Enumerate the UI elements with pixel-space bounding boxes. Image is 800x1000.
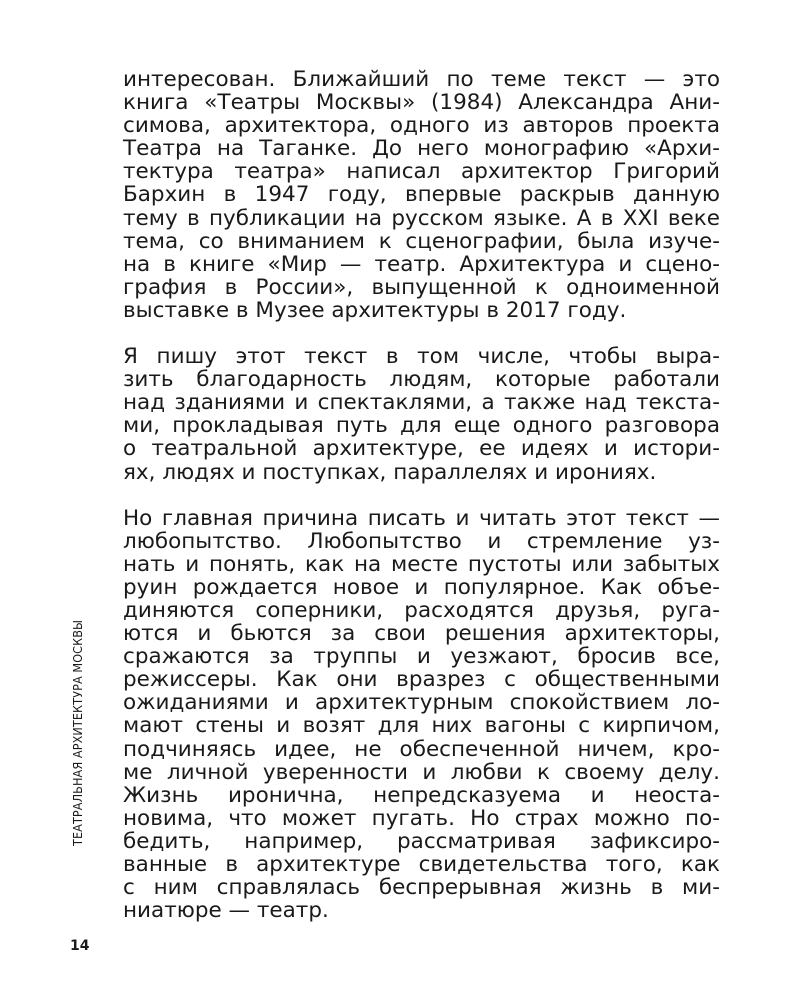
text-line: Я пишу этот текст в том числе, чтобы выра- [123,344,720,370]
text-line: ме личной уверенности и любви к своему делу. [123,759,720,785]
text-line: ожиданиями и архитектурным спокойствием ло- [123,690,720,716]
text-line: мают стены и возят для них вагоны с кирпичом, [123,713,720,739]
text-line: интересован. Ближайший по теме текст — это [123,67,720,92]
text-line: ях, людях и поступках, параллелях и ирониях. [123,459,657,485]
text-line: ванные в архитектуре свидетельства того, как [123,852,720,877]
text-line: нать и понять, как на месте пустоты или забытых [123,551,720,577]
paragraph [123,68,720,322]
text-line: ются и бьются за свои решения архитекторы, [123,621,720,647]
text-line: Но главная причина писать и читать этот текст — [123,505,720,531]
page-number: 14 [70,938,90,954]
text-line: любопытство. Любопытство и стремление уз- [123,528,720,554]
paragraph [123,345,720,484]
text-line: на в книге «Мир — театр. Архитектура и сцено- [123,251,720,277]
text-line: Бархин в 1947 году, впервые раскрыв данную [123,182,720,208]
text-line: подчиняясь идее, не обеспеченной ничем, кро- [123,736,720,762]
text-line: с ним справлялась беспрерывная жизнь в ми- [123,875,720,901]
text-line: диняются соперники, расходятся друзья, руга- [123,597,720,623]
text-line: книга «Театры Москвы» (1984) Александра Ани- [123,90,720,116]
text-line: графия в России», выпущенной к одноименной [123,274,720,300]
text-line: ми, прокладывая путь для еще одного разговора [123,413,720,439]
text-line: режиссеры. Как они вразрез с общественными [123,667,720,693]
text-line: руин рождается новое и популярное. Как объе- [123,574,720,600]
text-line: тему в публикации на русском языке. А в XXI веке [123,205,720,231]
text-line: бедить, например, рассматривая зафиксиро- [123,828,720,854]
text-line: сражаются за труппы и уезжают, бросив все, [123,644,720,670]
text-line: ниатюре — театр. [123,898,329,924]
text-line: новима, что может пугать. Но страх можно по- [123,805,720,831]
body-text [123,68,720,922]
paragraph [123,507,720,923]
text-line: над зданиями и спектаклями, а также над текста- [123,390,720,416]
text-line: выставке в Музее архитектуры в 2017 году. [123,297,627,323]
text-line: Жизнь иронична, непредсказуема и неоста- [123,782,720,808]
text-line: тектура театра» написал архитектор Григорий [123,159,720,185]
text-line: Театра на Таганке. До него монографию «Архи- [123,136,720,162]
text-line: зить благодарность людям, которые работали [123,367,720,393]
text-line: о театральной архитектуре, ее идеях и истори- [123,436,720,462]
text-line: тема, со вниманием к сценографии, была изуче- [123,228,720,254]
running-head: ТЕАТРАЛЬНАЯ АРХИТЕКТУРА МОСКВЫ [70,619,85,846]
text-line: симова, архитектора, одного из авторов проекта [123,113,720,139]
